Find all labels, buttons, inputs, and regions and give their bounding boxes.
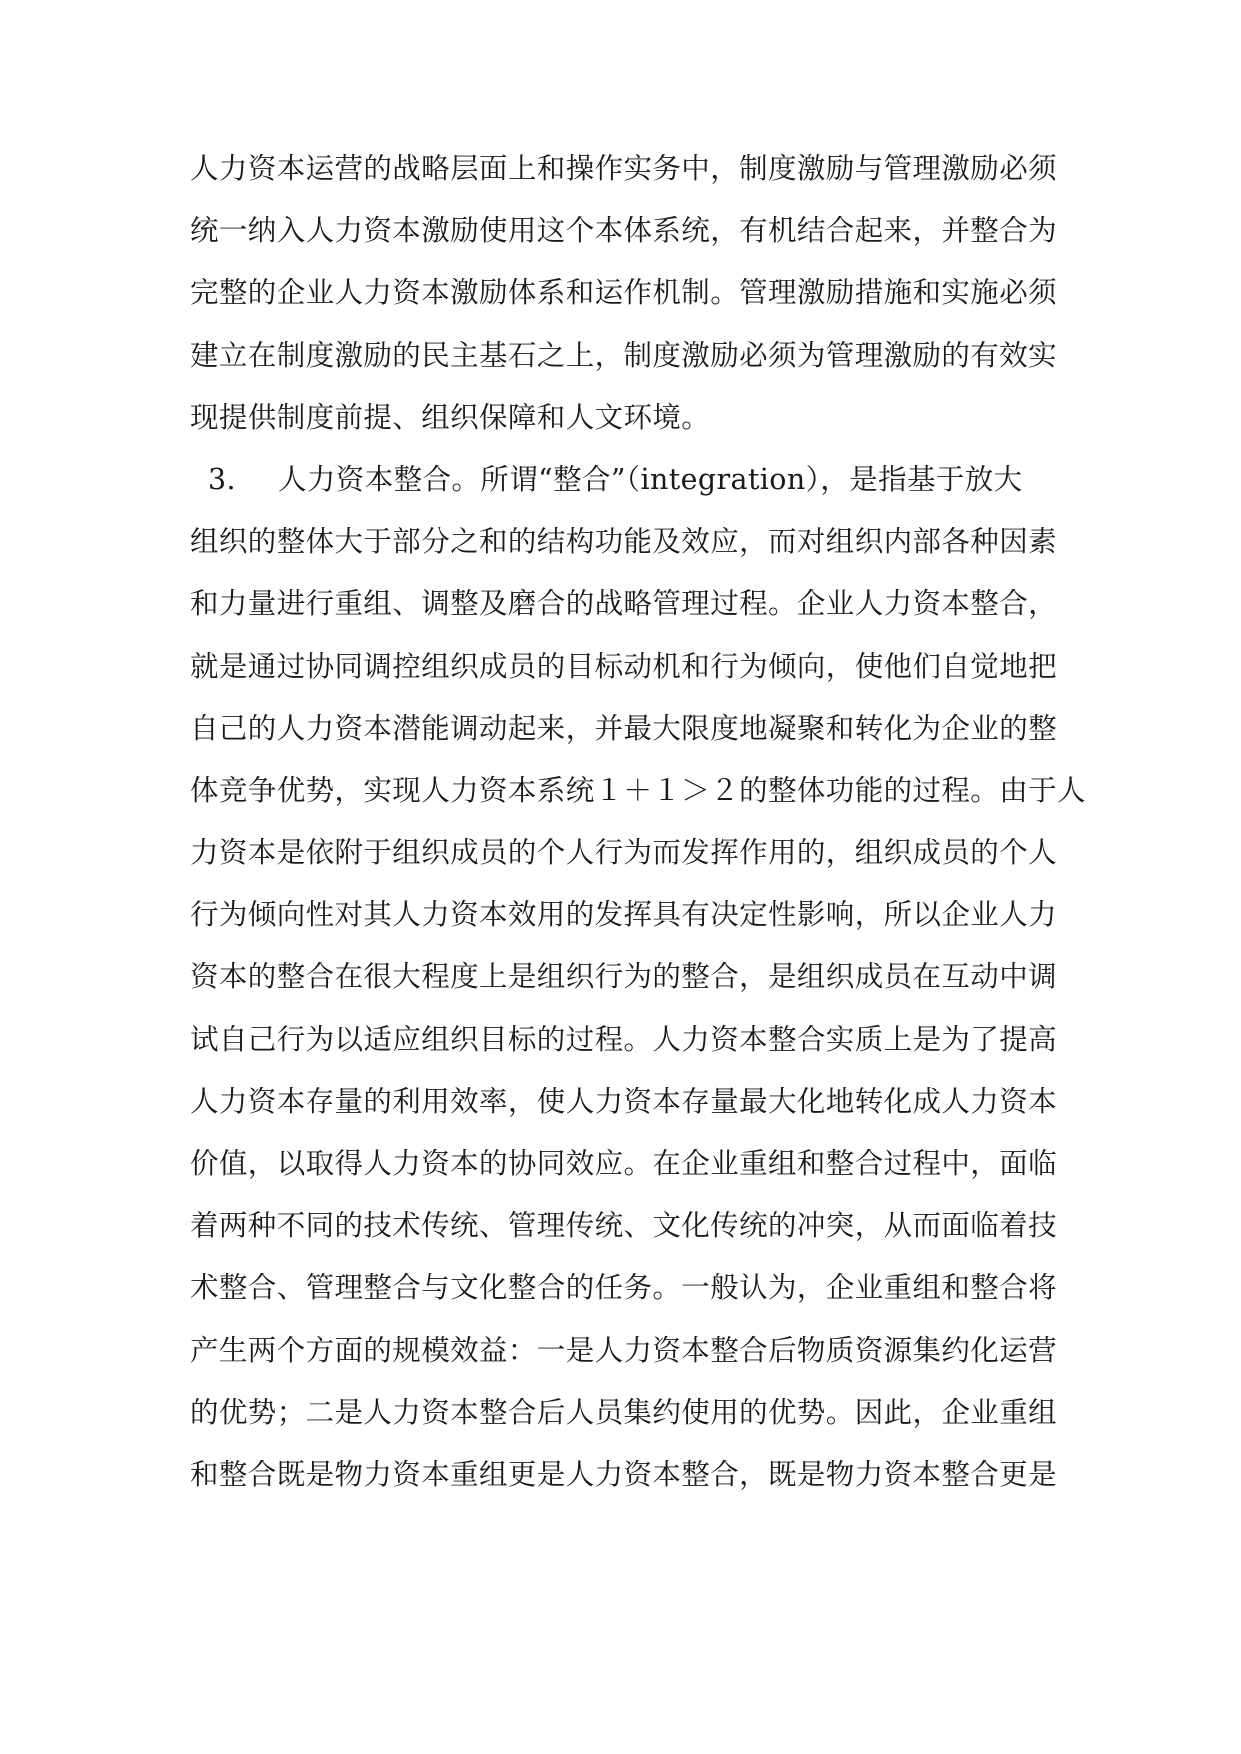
text-line: 和整合既是物力资本重组更是人力资本整合，既是物力资本整合更是 xyxy=(190,1457,1058,1491)
text-line: 人力资本运营的战略层面上和操作实务中，制度激励与管理激励必须 xyxy=(190,152,1058,185)
text-line: 就是通过协同调控组织成员的目标动机和行为倾向，使他们自觉地把 xyxy=(190,649,1058,683)
section-heading-line xyxy=(190,449,1050,511)
section-first-line: 人力资本整合。所谓“整合”（integration），是指基于放大 xyxy=(278,462,1023,496)
text-line: 自己的人力资本潜能调动起来，并最大限度地凝聚和转化为企业的整 xyxy=(190,711,1058,745)
paragraph-1 xyxy=(190,138,1058,449)
text-line: 资本的整合在很大程度上是组织行为的整合，是组织成员在互动中调 xyxy=(190,960,1058,994)
text-line: 的优势；二是人力资本整合后人员集约使用的优势。因此，企业重组 xyxy=(190,1395,1058,1429)
text-line: 着两种不同的技术传统、管理传统、文化传统的冲突，从而面临着技 xyxy=(190,1209,1058,1243)
text-line: 体竞争优势，实现人力资本系统１＋１＞２的整体功能的过程。由于人 xyxy=(190,773,1086,807)
text-line: 力资本是依附于组织成员的个人行为而发挥作用的，组织成员的个人 xyxy=(190,836,1058,870)
text-line: 完整的企业人力资本激励体系和运作机制。管理激励措施和实施必须 xyxy=(190,276,1058,310)
text-line: 价值，以取得人力资本的协同效应。在企业重组和整合过程中，面临 xyxy=(190,1147,1058,1180)
text-line: 人力资本存量的利用效率，使人力资本存量最大化地转化成人力资本 xyxy=(190,1084,1058,1118)
section-number: 3. xyxy=(208,462,236,496)
text-line: 建立在制度激励的民主基石之上，制度激励必须为管理激励的有效实 xyxy=(190,338,1058,372)
text-line: 和力量进行重组、调整及磨合的战略管理过程。企业人力资本整合， xyxy=(190,587,1058,621)
text-line: 术整合、管理整合与文化整合的任务。一般认为，企业重组和整合将 xyxy=(190,1271,1058,1305)
text-line: 行为倾向性对其人力资本效用的发挥具有决定性影响，所以企业人力 xyxy=(190,898,1058,932)
text-line: 试自己行为以适应组织目标的过程。人力资本整合实质上是为了提高 xyxy=(190,1022,1058,1056)
text-line: 产生两个方面的规模效益：一是人力资本整合后物质资源集约化运营 xyxy=(190,1333,1058,1367)
text-line: 组织的整体大于部分之和的结构功能及效应，而对组织内部各种因素 xyxy=(190,525,1058,559)
text-line: 现提供制度前提、组织保障和人文环境。 xyxy=(190,400,711,434)
body-text xyxy=(190,138,1086,1506)
text-line: 统一纳入人力资本激励使用这个本体系统，有机结合起来，并整合为 xyxy=(190,214,1058,248)
paragraph-2 xyxy=(190,449,1086,1506)
